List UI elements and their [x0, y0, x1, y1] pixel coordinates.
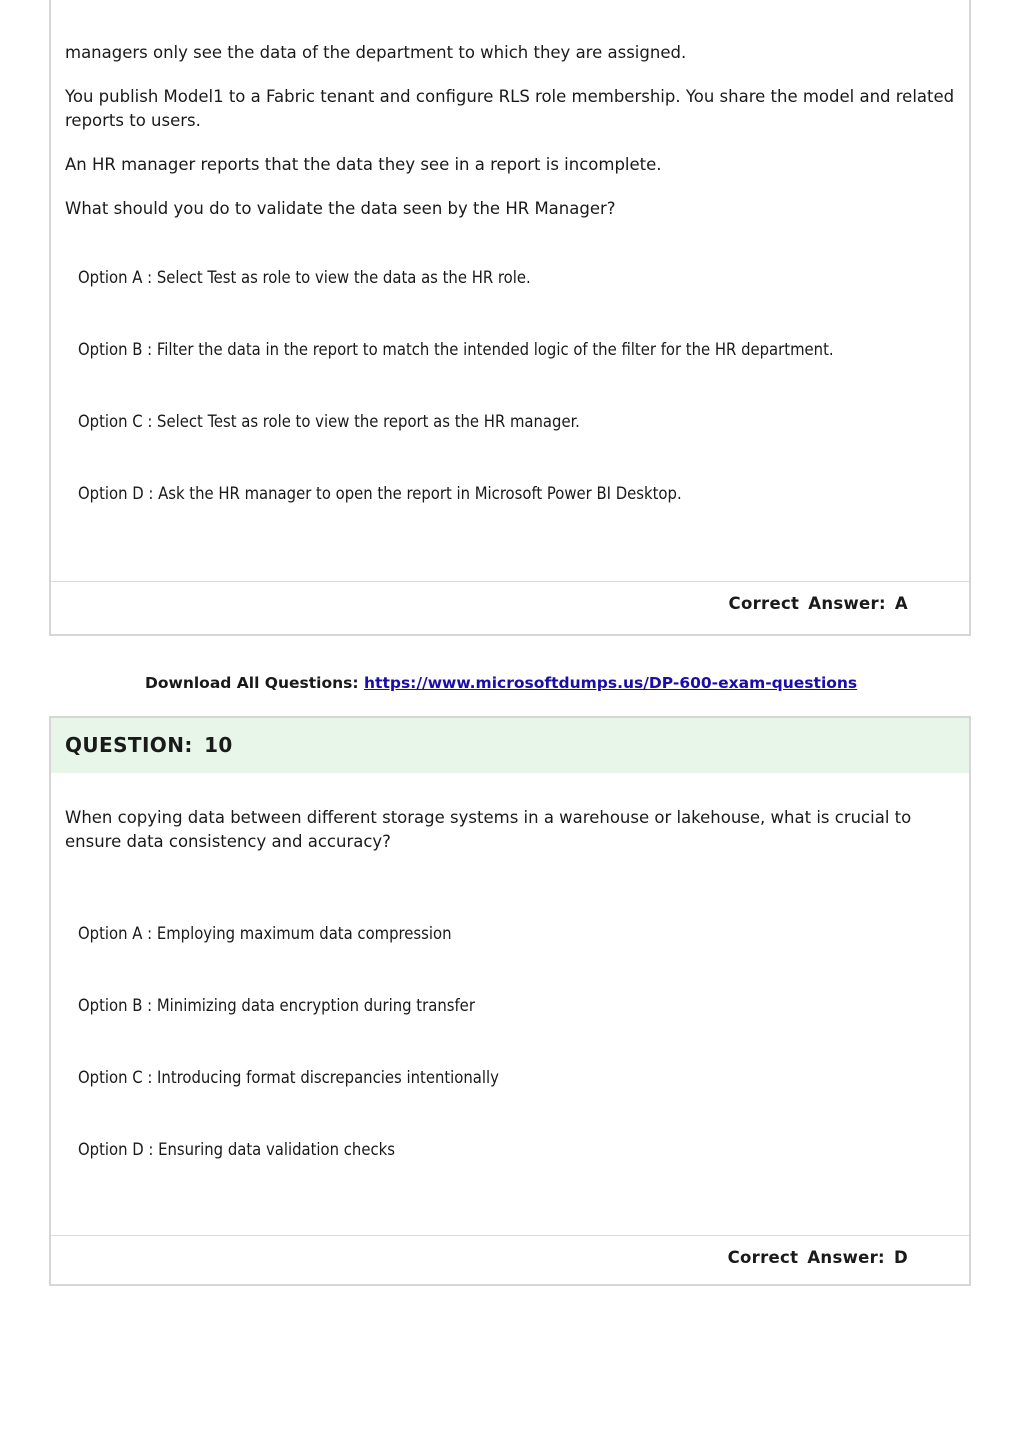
question-10-option-a: Option A : Employing maximum data compression	[78, 924, 452, 943]
question-9-prompt: What should you do to validate the data seen by the HR Manager?	[65, 199, 616, 218]
question-9-option-c: Option C : Select Test as role to view the report as the HR manager.	[78, 412, 580, 431]
correct-answer: Correct Answer: D	[727, 1248, 908, 1267]
download-all-questions	[145, 674, 857, 692]
question-9-option-d: Option D : Ask the HR manager to open the report in Microsoft Power BI Desktop.	[78, 484, 682, 503]
question-10-card	[49, 716, 971, 1286]
question-9-option-a: Option A : Select Test as role to view the data as the HR role.	[78, 268, 531, 287]
question-10-option-c: Option C : Introducing format discrepancies intentionally	[78, 1068, 499, 1087]
question-9-paragraph: You publish Model1 to a Fabric tenant and configure RLS role membership. You share the model and related reports to users.	[65, 87, 955, 130]
question-10-option-b: Option B : Minimizing data encryption during transfer	[78, 996, 475, 1015]
question-9-option-b: Option B : Filter the data in the report to match the intended logic of the filter for the HR department.	[78, 340, 834, 359]
question-header	[51, 718, 969, 773]
question-10-option-d: Option D : Ensuring data validation checks	[78, 1140, 395, 1159]
answer-divider	[51, 1235, 969, 1236]
answer-divider	[51, 581, 969, 582]
question-9-paragraph: An HR manager reports that the data they see in a report is incomplete.	[65, 155, 662, 174]
download-label: Download All Questions:	[145, 674, 359, 692]
correct-answer: Correct Answer: A	[728, 594, 908, 613]
question-9-card	[49, 0, 971, 636]
question-9-text-continued: managers only see the data of the department to which they are assigned.	[65, 43, 687, 62]
download-link[interactable]: https://www.microsoftdumps.us/DP-600-exam-questions	[364, 674, 858, 692]
question-title: QUESTION: 10	[65, 733, 233, 757]
question-10-text: When copying data between different storage systems in a warehouse or lakehouse, what is crucial to ensure data consistency and accuracy?	[65, 808, 912, 851]
